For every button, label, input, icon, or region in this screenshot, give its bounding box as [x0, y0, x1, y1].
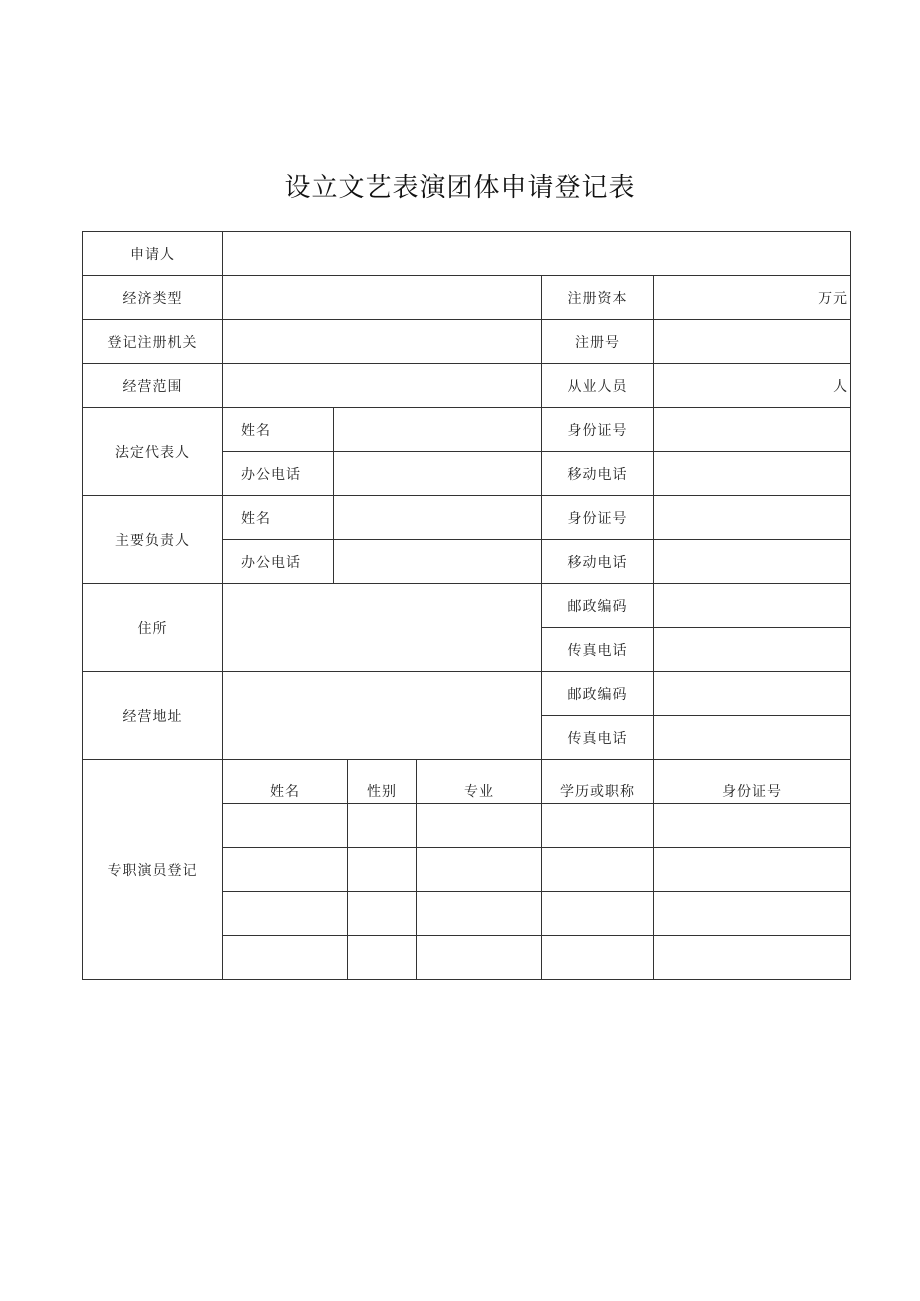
applicant-field[interactable]	[223, 232, 851, 276]
legal-rep-name-label: 姓名	[223, 408, 334, 452]
registration-authority-row	[83, 320, 851, 364]
performer-major-cell[interactable]	[417, 848, 542, 892]
performer-education-cell[interactable]	[542, 804, 654, 848]
employees-unit: 人	[833, 378, 849, 395]
registration-form-table	[82, 231, 851, 980]
residence-fax-label: 传真电话	[542, 628, 654, 672]
applicant-row	[83, 232, 851, 276]
legal-rep-row-1	[83, 408, 851, 452]
performer-name-cell[interactable]	[223, 804, 348, 848]
registration-number-field[interactable]	[654, 320, 851, 364]
employees-field[interactable]	[654, 364, 851, 408]
legal-rep-name-field[interactable]	[334, 408, 542, 452]
business-address-fax-label: 传真电话	[542, 716, 654, 760]
principal-id-field[interactable]	[654, 496, 851, 540]
performer-header-gender: 性别	[348, 760, 417, 804]
business-address-row-1	[83, 672, 851, 716]
performer-id-cell[interactable]	[654, 892, 851, 936]
residence-postal-label: 邮政编码	[542, 584, 654, 628]
performer-gender-cell[interactable]	[348, 804, 417, 848]
legal-rep-mobile-field[interactable]	[654, 452, 851, 496]
performer-id-cell[interactable]	[654, 804, 851, 848]
legal-rep-id-field[interactable]	[654, 408, 851, 452]
performer-gender-cell[interactable]	[348, 936, 417, 980]
business-scope-row	[83, 364, 851, 408]
performer-header-major: 专业	[417, 760, 542, 804]
residence-row-1	[83, 584, 851, 628]
legal-rep-id-label: 身份证号	[542, 408, 654, 452]
principal-mobile-field[interactable]	[654, 540, 851, 584]
capital-unit: 万元	[818, 290, 849, 307]
principal-label: 主要负责人	[83, 496, 223, 584]
business-address-field[interactable]	[223, 672, 542, 760]
principal-mobile-label: 移动电话	[542, 540, 654, 584]
performer-name-cell[interactable]	[223, 936, 348, 980]
principal-office-phone-label: 办公电话	[223, 540, 334, 584]
business-address-postal-label: 邮政编码	[542, 672, 654, 716]
performer-education-cell[interactable]	[542, 936, 654, 980]
legal-rep-mobile-label: 移动电话	[542, 452, 654, 496]
performer-header-education: 学历或职称	[542, 760, 654, 804]
business-address-label: 经营地址	[83, 672, 223, 760]
residence-field[interactable]	[223, 584, 542, 672]
performer-id-cell[interactable]	[654, 936, 851, 980]
performer-gender-cell[interactable]	[348, 848, 417, 892]
performer-name-cell[interactable]	[223, 892, 348, 936]
residence-fax-field[interactable]	[654, 628, 851, 672]
performer-header-name: 姓名	[223, 760, 348, 804]
registration-number-label: 注册号	[542, 320, 654, 364]
performer-major-cell[interactable]	[417, 804, 542, 848]
residence-postal-field[interactable]	[654, 584, 851, 628]
business-address-postal-field[interactable]	[654, 672, 851, 716]
registered-capital-label: 注册资本	[542, 276, 654, 320]
principal-id-label: 身份证号	[542, 496, 654, 540]
performers-label: 专职演员登记	[83, 760, 223, 980]
legal-rep-label: 法定代表人	[83, 408, 223, 496]
performer-education-cell[interactable]	[542, 892, 654, 936]
performer-header-row	[83, 760, 851, 804]
business-address-fax-field[interactable]	[654, 716, 851, 760]
business-scope-label: 经营范围	[83, 364, 223, 408]
economic-type-row	[83, 276, 851, 320]
performer-major-cell[interactable]	[417, 892, 542, 936]
principal-office-phone-field[interactable]	[334, 540, 542, 584]
performer-major-cell[interactable]	[417, 936, 542, 980]
principal-row-1	[83, 496, 851, 540]
applicant-label: 申请人	[83, 232, 223, 276]
registration-authority-label: 登记注册机关	[83, 320, 223, 364]
performer-name-cell[interactable]	[223, 848, 348, 892]
principal-name-field[interactable]	[334, 496, 542, 540]
business-scope-field[interactable]	[223, 364, 542, 408]
registered-capital-field[interactable]	[654, 276, 851, 320]
performer-id-cell[interactable]	[654, 848, 851, 892]
performer-header-id: 身份证号	[654, 760, 851, 804]
page-title: 设立文艺表演团体申请登记表	[284, 173, 636, 203]
employees-label: 从业人员	[542, 364, 654, 408]
performer-education-cell[interactable]	[542, 848, 654, 892]
legal-rep-office-phone-field[interactable]	[334, 452, 542, 496]
registration-authority-field[interactable]	[223, 320, 542, 364]
legal-rep-office-phone-label: 办公电话	[223, 452, 334, 496]
residence-label: 住所	[83, 584, 223, 672]
principal-name-label: 姓名	[223, 496, 334, 540]
economic-type-field[interactable]	[223, 276, 542, 320]
economic-type-label: 经济类型	[83, 276, 223, 320]
performer-gender-cell[interactable]	[348, 892, 417, 936]
